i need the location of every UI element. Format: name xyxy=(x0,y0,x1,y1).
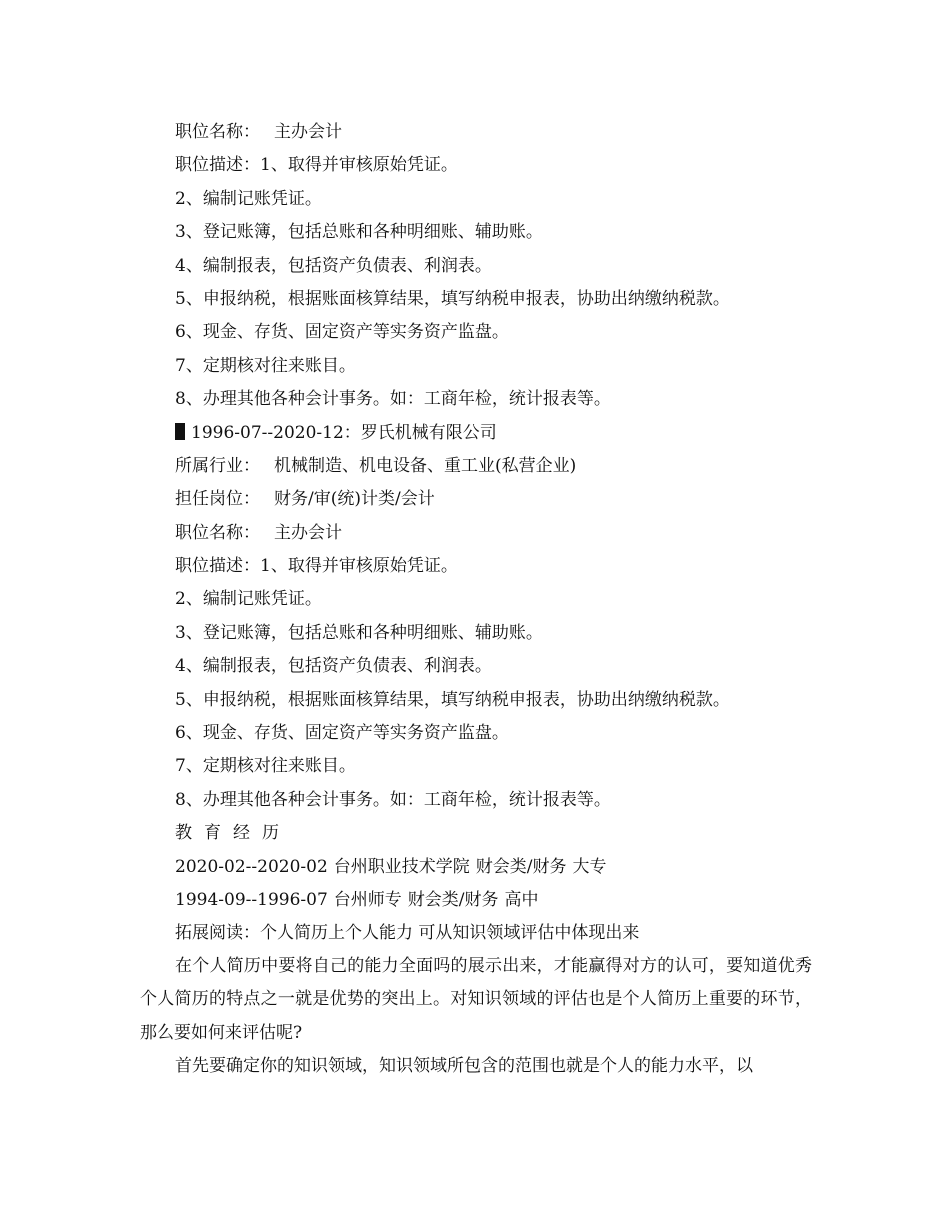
education-heading-char-1: 教 xyxy=(175,823,192,844)
job1-title-label: 职位名称： xyxy=(175,122,260,142)
education-entry-2 xyxy=(175,884,825,917)
extended-paragraph-1: 在个人简历中要将自己的能力全面吗的展示出来，才能赢得对方的认可，要知道优秀个人简历的特点之一就是优势的突出上。对知识领域的评估也是个人简历上重要的环节，那么要如何来评估呢? xyxy=(140,956,812,1043)
extended-reading-label: 拓展阅读：个人简历上个人能力 可从知识领域评估中体现出来 xyxy=(175,923,640,944)
bullet-square-icon xyxy=(175,423,185,440)
job2-title-label: 职位名称： xyxy=(175,522,260,543)
job2-duty-6: 6、现金、存货、固定资产等实务资产监盘。 xyxy=(175,723,509,744)
job2-desc-label: 职位描述： xyxy=(175,556,260,577)
job1-duty-1: 1、取得并审核原始凭证。 xyxy=(260,155,458,176)
job1-duty-3: 3、登记账簿，包括总账和各种明细账、辅助账。 xyxy=(175,222,543,243)
job2-header-line xyxy=(175,417,825,450)
education-degree: 大专 xyxy=(572,856,607,877)
education-heading-char-3: 经 xyxy=(233,823,250,844)
job2-duty-3: 3、登记账簿，包括总账和各种明细账、辅助账。 xyxy=(175,622,543,643)
job2-duty-4: 4、编制报表，包括资产负债表、利润表。 xyxy=(175,656,492,677)
job1-duty-2: 2、编制记账凭证。 xyxy=(175,188,322,209)
education-major: 财会类/财务 xyxy=(407,889,499,910)
education-heading xyxy=(175,817,825,850)
extended-paragraph-2: 首先要确定你的知识领域，知识领域所包含的范围也就是个人的能力水平，以 xyxy=(175,1056,753,1076)
job2-duty-2: 2、编制记账凭证。 xyxy=(175,589,322,610)
education-heading-char-2: 育 xyxy=(204,823,221,844)
job1-duty-5: 5、申报纳税，根据账面核算结果，填写纳税申报表，协助出纳缴纳税款。 xyxy=(175,288,730,309)
education-period: 1994-09--1996-07 xyxy=(175,889,328,910)
job2-duty-7: 7、定期核对往来账目。 xyxy=(175,756,356,777)
job2-duty-5: 5、申报纳税，根据账面核算结果，填写纳税申报表，协助出纳缴纳税款。 xyxy=(175,689,730,710)
resume-lines xyxy=(175,116,825,951)
job1-title-line xyxy=(175,116,825,149)
job1-duty-8: 8、办理其他各种会计事务。如：工商年检，统计报表等。 xyxy=(175,389,611,410)
job2-title-line xyxy=(175,517,825,550)
job2-industry-value: 机械制造、机电设备、重工业(私营企业) xyxy=(274,455,577,476)
job1-desc-line xyxy=(175,149,825,182)
job1-title-value: 主办会计 xyxy=(274,122,342,142)
education-period: 2020-02--2020-02 xyxy=(175,856,328,877)
job1-duty-6: 6、现金、存货、固定资产等实务资产监盘。 xyxy=(175,322,509,343)
education-entry-1 xyxy=(175,851,825,884)
job2-duty-1: 1、取得并审核原始凭证。 xyxy=(260,556,458,577)
job2-position-value: 财务/审(统)计类/会计 xyxy=(274,489,435,510)
job2-desc-line xyxy=(175,550,825,583)
job2-position-line xyxy=(175,483,825,516)
job2-industry-line xyxy=(175,450,825,483)
education-degree: 高中 xyxy=(504,889,539,910)
job2-industry-label: 所属行业： xyxy=(175,455,260,476)
education-school: 台州职业技术学院 xyxy=(333,856,470,877)
job2-title-value: 主办会计 xyxy=(274,522,342,543)
education-heading-char-4: 历 xyxy=(262,823,279,844)
job2-position-label: 担任岗位： xyxy=(175,489,260,510)
job2-period-company: 1996-07--2020-12：罗氏机械有限公司 xyxy=(191,422,497,443)
job2-duty-8: 8、办理其他各种会计事务。如：工商年检，统计报表等。 xyxy=(175,789,611,810)
job1-duty-4: 4、编制报表，包括资产负债表、利润表。 xyxy=(175,255,492,276)
education-school: 台州师专 xyxy=(333,889,402,910)
education-major: 财会类/财务 xyxy=(475,856,567,877)
job1-duty-7: 7、定期核对往来账目。 xyxy=(175,355,356,376)
job1-desc-label: 职位描述： xyxy=(175,155,260,176)
